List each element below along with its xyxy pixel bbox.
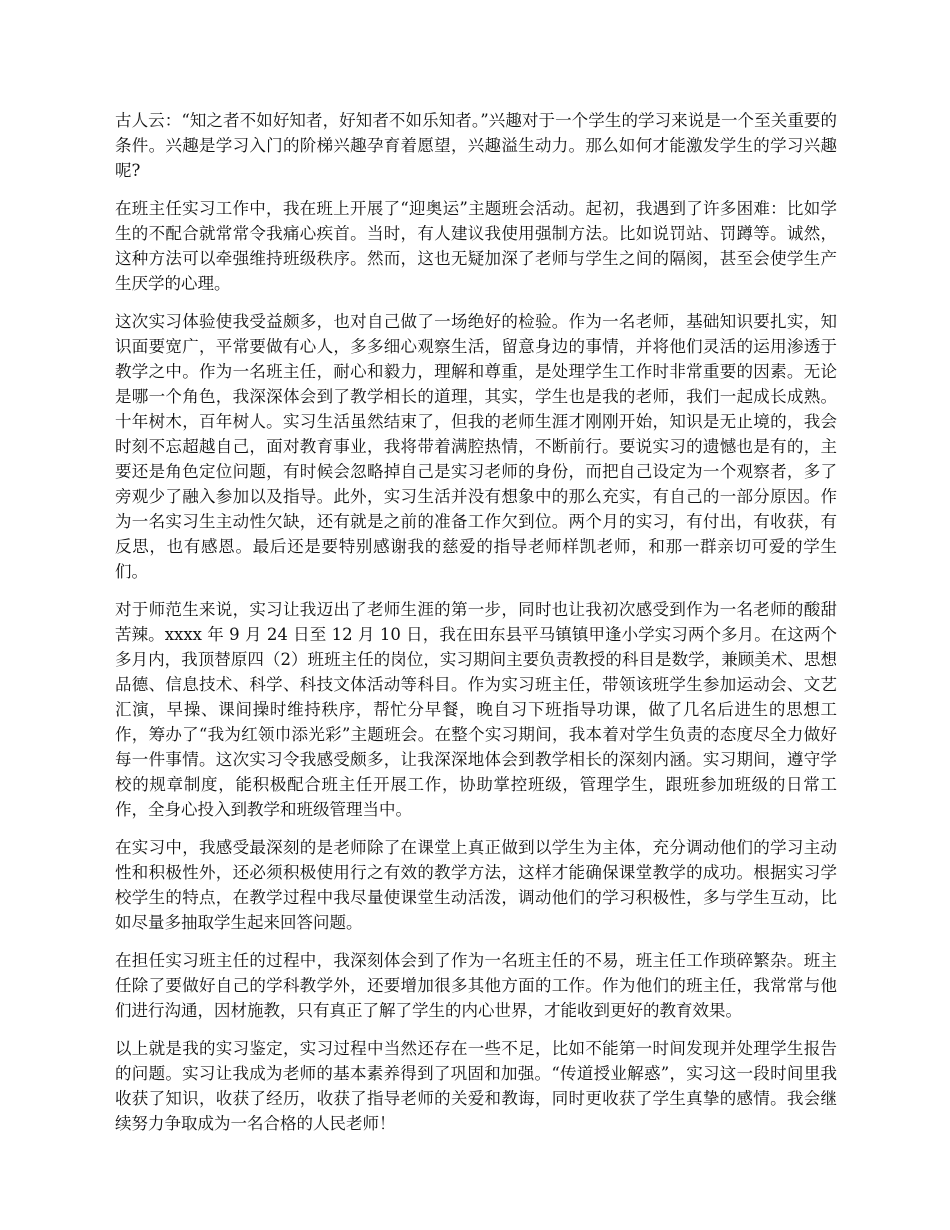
paragraph-conclusion: 以上就是我的实习鉴定，实习过程中当然还存在一些不足，比如不能第一时间发现并处理学生报告的问题。实习让我成为老师的基本素养得到了巩固和加强。“传道授业解惑”，实习这一段时间里我收获了知识，收获了经历，收获了指导老师的关爱和教诲，同时更收获了学生真挚的感情。我会继续努力争取成为一名合格的人民老师！ (115, 1039, 837, 1133)
document-body (115, 108, 837, 1149)
paragraph-interest: 古人云：“知之者不如好知者，好知者不如乐知者。”兴趣对于一个学生的学习来说是一个至关重要的条件。兴趣是学习入门的阶梯兴趣孕育着愿望，兴趣溢生动力。那么如何才能激发学生的学习兴趣呢? (115, 111, 837, 180)
paragraph-reflection: 这次实习体验使我受益颇多，也对自己做了一场绝好的检验。作为一名老师，基础知识要扎实，知识面要宽广，平常要做有心人，多多细心观察生活，留意身边的事情，并将他们灵活的运用渗透于教学之中。作为一名班主任，耐心和毅力，理解和尊重，是处理学生工作时非常重要的因素。无论是哪一个角色，我深深体会到了教学相长的道理，其实，学生也是我的老师，我们一起成长成熟。 十年树木，百年树人。实习生活虽然结束了，但我的老师生涯才刚刚开始，知识是无止境的，我会时刻不忘超越自己，面对教育事业，我将带着满腔热情，不断前行。要说实习的遗憾也是有的，主要还是角色定位问题，有时候会忽略掉自己是实习老师的身份，而把自己设定为一个观察者，多了旁观少了融入参加以及指导。此外，实习生活并没有想象中的那么充实，有自己的一部分原因。作为一名实习生主动性欠缺，还有就是之前的准备工作欠到位。两个月的实习，有付出，有收获，有反思，也有感恩。最后还是要特别感谢我的慈爱的指导老师样凯老师，和那一群亲切可爱的学生们。 (115, 312, 837, 581)
paragraph-internship-overview: 对于师范生来说，实习让我迈出了老师生涯的第一步，同时也让我初次感受到作为一名老师的酸甜苦辣。xxxx 年 9 月 24 日至 12 月 10 日，我在田东县平马镇镇甲逢小学实习两个多月。在这两个多月内，我顶替原四（2）班班主任的岗位，实习期间主要负责教授的科目是数学，兼顾美术、思想品德、信息技术、科学、科技文体活动等科目。作为实习班主任，带领该班学生参加运动会、文艺汇演，早操、课间操时维持秩序，帮忙分早餐，晚自习下班指导功课，做了几名后进生的思想工作，筹办了“我为红领巾添光彩”主题班会。在整个实习期间，我本着对学生负责的态度尽全力做好每一件事情。这次实习令我感受颇多，让我深深地体会到教学相长的深刻内涵。实习期间，遵守学校的规章制度，能积极配合班主任开展工作，协助掌控班级，管理学生，跟班参加班级的日常工作，全身心投入到教学和班级管理当中。 (115, 600, 837, 819)
paragraph-class-meeting: 在班主任实习工作中，我在班上开展了“迎奥运”主题班会活动。起初，我遇到了许多困难：比如学生的不配合就常常令我痛心疾首。当时，有人建议我使用强制方法。比如说罚站、罚蹲等。诚然，这种方法可以牵强维持班级秩序。然而，这也无疑加深了老师与学生之间的隔阂，甚至会使学生产生厌学的心理。 (115, 199, 837, 293)
paragraph-teaching-method: 在实习中，我感受最深刻的是老师除了在课堂上真正做到以学生为主体，充分调动他们的学习主动性和积极性外，还必须积极使用行之有效的教学方法，这样才能确保课堂教学的成功。根据实习学校学生的特点，在教学过程中我尽量使课堂生动活泼，调动他们的学习积极性，多与学生互动，比如尽量多抽取学生起来回答问题。 (115, 838, 837, 932)
paragraph-head-teacher: 在担任实习班主任的过程中，我深刻体会到了作为一名班主任的不易，班主任工作琐碎繁杂。班主任除了要做好自己的学科教学外，还要增加很多其他方面的工作。作为他们的班主任，我常常与他们进行沟通，因材施教，只有真正了解了学生的内心世界，才能收到更好的教育效果。 (115, 951, 837, 1020)
